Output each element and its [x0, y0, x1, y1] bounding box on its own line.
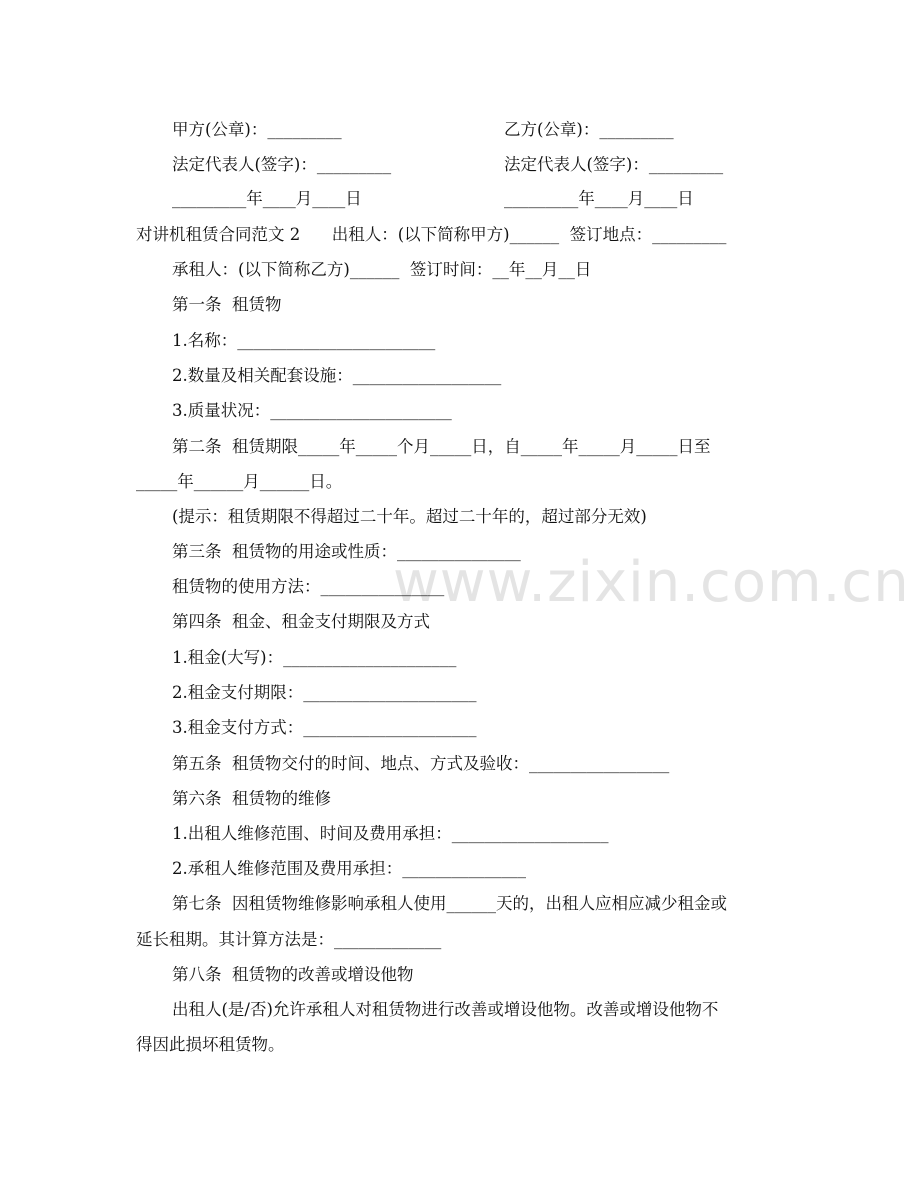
- clause-line: 1.租金(大写)：_____________________: [172, 648, 457, 667]
- article-7-line: 第七条 因租赁物维修影响承租人使用______天的，出租人应相应减少租金或: [172, 894, 727, 913]
- clause-line: 3.租金支付方式：_____________________: [172, 718, 477, 737]
- clause-line: 租赁物的使用方法：_______________: [172, 577, 445, 596]
- article-2-line: 第二条 租赁期限_____年_____个月_____日，自_____年_____月_____日至: [172, 437, 711, 456]
- article-8-body: 出租人(是/否)允许承租人对租赁物进行改善或增设他物。改善或增设他物不: [172, 1000, 719, 1019]
- clause-line: 2.数量及相关配套设施：__________________: [172, 366, 502, 385]
- party-b-date: _________年____月____日: [504, 189, 694, 208]
- article-7-continuation: 延长租期。其计算方法是：_____________: [136, 930, 442, 949]
- clause-line: 1.名称：________________________: [172, 331, 436, 350]
- article-5-line: 第五条 租赁物交付的时间、地点、方式及验收：_________________: [172, 754, 670, 773]
- article-4-heading: 第四条 租金、租金支付期限及方式: [172, 612, 430, 631]
- lessee-line: 承租人：(以下简称乙方)______ 签订时间：__年__月__日: [172, 260, 592, 279]
- article-2-continuation: _____年______月______日。: [136, 472, 343, 491]
- party-b-representative: 法定代表人(签字)：_________: [504, 155, 724, 174]
- article-8-continuation: 得因此损坏租赁物。: [136, 1035, 285, 1054]
- clause-line: 1.出租人维修范围、时间及费用承担：___________________: [172, 824, 609, 843]
- doc-title-line: 对讲机租赁合同范文 2 出租人：(以下简称甲方)______ 签订地点：_________: [136, 225, 727, 244]
- hint-line: (提示：租赁期限不得超过二十年。超过二十年的，超过部分无效): [172, 507, 647, 526]
- party-a-date: _________年____月____日: [172, 189, 362, 208]
- article-1-heading: 第一条 租赁物: [172, 295, 282, 314]
- clause-line: 2.租金支付期限：_____________________: [172, 683, 477, 702]
- article-8-heading: 第八条 租赁物的改善或增设他物: [172, 965, 414, 984]
- article-6-heading: 第六条 租赁物的维修: [172, 789, 331, 808]
- party-a-representative: 法定代表人(签字)：_________: [172, 155, 392, 174]
- party-b-seal: 乙方(公章)：_________: [504, 120, 674, 139]
- article-3-line: 第三条 租赁物的用途或性质：_______________: [172, 542, 521, 561]
- clause-line: 3.质量状况：______________________: [172, 401, 452, 420]
- party-a-seal: 甲方(公章)：_________: [172, 120, 342, 139]
- clause-line: 2.承租人维修范围及费用承担：_______________: [172, 859, 526, 878]
- watermark: www.zixin.com.cn: [393, 550, 910, 615]
